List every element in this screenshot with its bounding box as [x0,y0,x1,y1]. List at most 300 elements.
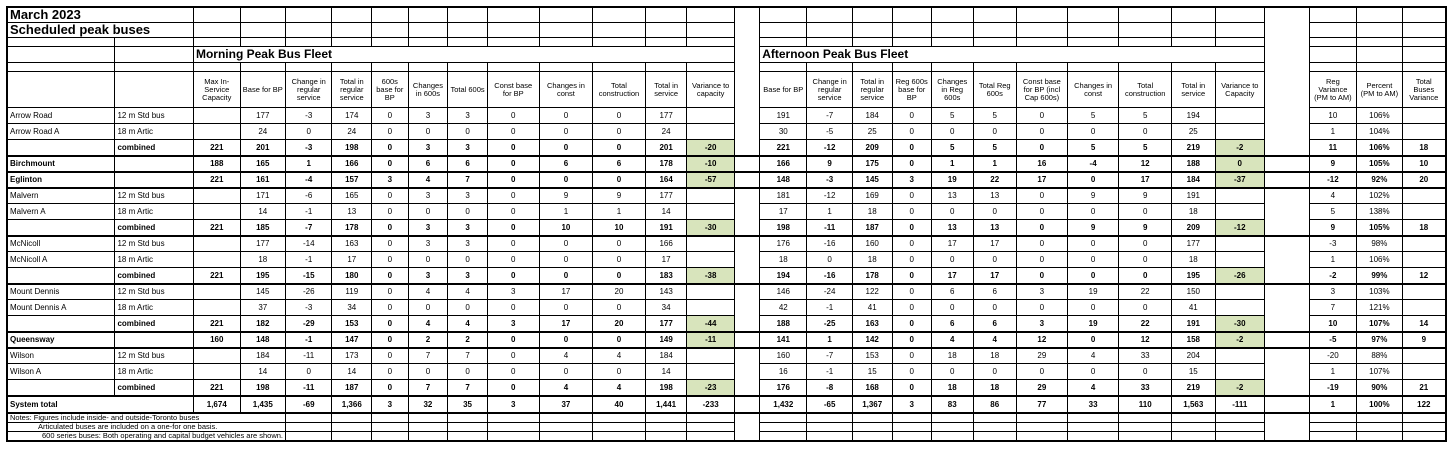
pm-value: 0 [1016,140,1067,156]
pm-value: 16 [1016,156,1067,172]
am-value: 4 [408,172,448,188]
am-value: 4 [593,348,646,364]
summary-value: 9 [1309,220,1357,236]
morning-peak-heading: Morning Peak Bus Fleet [193,47,734,63]
empty-cell [1215,38,1264,47]
pm-variance [1215,236,1264,252]
total-am-value: 1,441 [645,396,687,413]
pm-value: -25 [807,316,853,332]
summary-value: 90% [1357,380,1402,396]
am-value: 0 [487,172,539,188]
column-gap [734,108,759,124]
am-value: 10 [593,220,646,236]
pm-value: -1 [807,364,853,380]
header-summary-col: Reg Variance (PM to AM) [1309,72,1357,108]
am-value: 13 [332,204,372,220]
pm-value: 29 [1016,380,1067,396]
pm-variance [1215,252,1264,268]
max-capacity [193,204,240,220]
pm-value: 145 [852,172,892,188]
pm-value: 141 [760,332,807,348]
total-pm-value: 86 [973,396,1016,413]
am-value: 3 [448,108,487,124]
pm-value: 191 [1172,316,1215,332]
bus-type: 18 m Artic [115,364,194,380]
total-am-value: 3 [372,396,408,413]
am-value: 0 [487,204,539,220]
am-value: 3 [487,284,539,300]
note-empty [448,413,487,423]
empty-cell [1309,7,1357,23]
empty-cell [973,63,1016,72]
am-value: 7 [448,348,487,364]
note-empty [1067,431,1118,441]
summary-value: 10 [1402,156,1446,172]
am-value: 0 [539,268,592,284]
pm-value: 4 [1067,380,1118,396]
pm-value: 0 [973,124,1016,140]
pm-value: 6 [973,316,1016,332]
note-empty [760,431,807,441]
pm-value: 30 [760,124,807,140]
am-value: 0 [372,332,408,348]
note-empty [931,431,973,441]
am-variance [687,108,735,124]
pm-value: 13 [931,220,973,236]
empty-cell [240,63,285,72]
pm-value: 33 [1119,380,1172,396]
empty-cell [687,38,735,47]
header-pm-col: Reg 600s base for BP [892,72,931,108]
pm-value: 177 [1172,236,1215,252]
am-value: 0 [539,236,592,252]
am-variance [687,364,735,380]
note-empty [408,413,448,423]
am-value: 3 [448,236,487,252]
pm-value: 0 [1016,220,1067,236]
total-am-value: 35 [448,396,487,413]
am-value: 148 [240,332,285,348]
bus-type: combined [115,380,194,396]
summary-value [1402,364,1446,380]
empty-cell [807,63,853,72]
empty-cell [487,38,539,47]
summary-value: 106% [1357,140,1402,156]
am-value: 0 [539,252,592,268]
pm-value: 9 [1119,220,1172,236]
total-capacity: 1,674 [193,396,240,413]
pm-value: 5 [1067,140,1118,156]
note-empty [539,431,592,441]
empty-cell [1215,63,1264,72]
pm-variance: -30 [1215,316,1264,332]
garage-name: Queensway [7,332,115,348]
pm-value: 0 [1016,268,1067,284]
pm-value: 41 [852,300,892,316]
am-value: 0 [487,108,539,124]
empty-cell [1357,7,1402,23]
am-value: 7 [408,380,448,396]
pm-value: 22 [973,172,1016,188]
empty-cell [1119,7,1172,23]
am-value: 0 [448,204,487,220]
column-gap [1265,268,1310,284]
am-value: 0 [408,124,448,140]
total-am-value: -69 [286,396,332,413]
empty-cell [1172,23,1215,38]
garage-name: Mount Dennis A [7,300,115,316]
summary-value: 1 [1309,364,1357,380]
total-pm-value: 77 [1016,396,1067,413]
am-value: 0 [539,364,592,380]
empty-cell [931,23,973,38]
am-value: 0 [487,140,539,156]
pm-value: 19 [931,172,973,188]
am-value: -6 [286,188,332,204]
pm-value: 0 [1119,364,1172,380]
note-empty [1402,422,1446,431]
am-variance: -11 [687,332,735,348]
pm-variance [1215,204,1264,220]
am-value: 0 [372,188,408,204]
header-am-col: Const base for BP [487,72,539,108]
column-gap [1265,364,1310,380]
pm-value: 5 [931,140,973,156]
empty-cell [760,7,807,23]
am-value: 0 [593,332,646,348]
am-value: 0 [372,316,408,332]
am-value: 3 [487,316,539,332]
column-gap [1265,172,1310,188]
note-line: 600 series buses: Both operating and capital budget vehicles are shown. [7,431,286,441]
max-capacity [193,284,240,300]
pm-value: 6 [973,284,1016,300]
note-empty [892,422,931,431]
column-gap [1265,156,1310,172]
total-am-value: 40 [593,396,646,413]
bus-type [115,172,194,188]
am-variance [687,252,735,268]
pm-value: 5 [973,140,1016,156]
empty-cell [892,7,931,23]
header-am-col: 600s base for BP [372,72,408,108]
empty-cell [193,7,240,23]
summary-value: 102% [1357,188,1402,204]
pm-value: 12 [1016,332,1067,348]
note-empty [593,422,646,431]
note-empty [448,431,487,441]
pm-value: 18 [973,348,1016,364]
total-pm-value: 110 [1119,396,1172,413]
empty-cell [372,23,408,38]
note-empty [1067,422,1118,431]
note-empty [1172,422,1215,431]
empty-cell [7,38,115,47]
note-empty [332,431,372,441]
am-value: -1 [286,204,332,220]
summary-value: 10 [1309,108,1357,124]
pm-variance [1215,364,1264,380]
column-gap [734,268,759,284]
pm-value: -3 [807,172,853,188]
pm-value: 0 [1067,204,1118,220]
am-value: 0 [487,188,539,204]
am-value: 0 [487,300,539,316]
pm-value: 9 [1067,220,1118,236]
empty-cell [408,7,448,23]
empty-cell [487,7,539,23]
empty-cell [332,38,372,47]
pm-value: -7 [807,108,853,124]
pm-value: 18 [931,380,973,396]
am-value: 0 [408,204,448,220]
column-gap [734,172,759,188]
total-pm-value: 83 [931,396,973,413]
am-value: 3 [408,268,448,284]
summary-value: 88% [1357,348,1402,364]
am-value: 24 [645,124,687,140]
summary-value: 106% [1357,252,1402,268]
empty-cell [539,63,592,72]
empty-cell [487,63,539,72]
am-value: 0 [372,348,408,364]
header-am-col: Change in regular service [286,72,332,108]
am-variance: -57 [687,172,735,188]
note-empty [807,413,853,423]
pm-value: 9 [1119,188,1172,204]
empty-cell [1309,38,1357,47]
total-pm-value: 1,432 [760,396,807,413]
note-empty [1402,413,1446,423]
am-value: -3 [286,300,332,316]
note-empty [1215,422,1264,431]
empty-cell [645,38,687,47]
pm-value: 0 [892,316,931,332]
pm-value: 0 [973,364,1016,380]
pm-value: 4 [1067,348,1118,364]
note-empty [487,413,539,423]
pm-value: 169 [852,188,892,204]
note-empty [1309,413,1357,423]
am-value: -7 [286,220,332,236]
am-variance: -38 [687,268,735,284]
am-value: 17 [539,316,592,332]
summary-value: -19 [1309,380,1357,396]
note-line: Notes: Figures include inside- and outside-Toronto buses [7,413,286,423]
total-pm-value: -65 [807,396,853,413]
header-summary-col: Percent (PM to AM) [1357,72,1402,108]
empty-cell [286,63,332,72]
pm-value: 166 [760,156,807,172]
note-empty [1016,431,1067,441]
empty-cell [892,38,931,47]
garage-name: Malvern [7,188,115,204]
note-empty [852,422,892,431]
am-value: 0 [593,300,646,316]
empty-cell [1172,7,1215,23]
pm-value: -16 [807,236,853,252]
empty-cell [973,7,1016,23]
header-am-col: Changes in const [539,72,592,108]
summary-value: 121% [1357,300,1402,316]
pm-value: 17 [973,268,1016,284]
empty-cell [1357,47,1402,63]
note-empty [807,431,853,441]
total-am-value: 1,435 [240,396,285,413]
am-value: 1 [286,156,332,172]
pm-value: 219 [1172,380,1215,396]
pm-value: 198 [760,220,807,236]
empty-cell [931,38,973,47]
pm-value: 0 [1067,252,1118,268]
summary-value: 9 [1402,332,1446,348]
note-empty [593,413,646,423]
pm-value: 42 [760,300,807,316]
am-variance [687,124,735,140]
am-value: 24 [332,124,372,140]
garage-name: Wilson A [7,364,115,380]
pm-value: 0 [1016,124,1067,140]
pm-value: 25 [1172,124,1215,140]
am-value: 0 [372,140,408,156]
garage-name: Birchmount [7,156,115,172]
bus-type: 12 m Std bus [115,108,194,124]
pm-value: 0 [1016,236,1067,252]
summary-value: -20 [1309,348,1357,364]
summary-value: 12 [1402,268,1446,284]
am-value: 0 [487,268,539,284]
note-empty [1172,413,1215,423]
column-gap [734,220,759,236]
am-value: 6 [448,156,487,172]
pm-value: 17 [973,236,1016,252]
empty-cell [1402,47,1446,63]
empty-cell [539,23,592,38]
am-value: -11 [286,348,332,364]
am-value: 3 [408,140,448,156]
bus-type: 18 m Artic [115,124,194,140]
summary-value: -12 [1309,172,1357,188]
empty-cell [760,23,807,38]
bus-type: combined [115,140,194,156]
summary-value: -2 [1309,268,1357,284]
summary-value: 99% [1357,268,1402,284]
pm-value: 158 [1172,332,1215,348]
summary-value: 92% [1357,172,1402,188]
pm-value: 17 [760,204,807,220]
column-gap [734,252,759,268]
column-gap [734,284,759,300]
max-capacity: 160 [193,332,240,348]
pm-value: 148 [760,172,807,188]
am-value: 14 [645,364,687,380]
pm-variance: -2 [1215,140,1264,156]
empty-cell [593,63,646,72]
pm-value: 0 [1067,364,1118,380]
am-variance [687,284,735,300]
am-value: 0 [286,364,332,380]
pm-value: 0 [892,124,931,140]
note-empty [286,422,332,431]
column-gap [734,47,759,63]
summary-value: -3 [1309,236,1357,252]
pm-value: 191 [1172,188,1215,204]
empty-cell [448,63,487,72]
empty-cell [852,63,892,72]
am-value: 187 [332,380,372,396]
empty-cell [645,7,687,23]
column-gap [1265,140,1310,156]
am-value: 24 [240,124,285,140]
pm-variance: -37 [1215,172,1264,188]
total-pm-value: 33 [1067,396,1118,413]
am-value: 0 [372,300,408,316]
am-value: 184 [645,348,687,364]
am-value: 4 [539,348,592,364]
note-empty [760,422,807,431]
bus-type [115,156,194,172]
note-empty [1309,431,1357,441]
am-value: 18 [240,252,285,268]
am-value: 0 [372,220,408,236]
am-value: 178 [645,156,687,172]
column-gap [1265,348,1310,364]
column-gap [734,204,759,220]
garage-name: Arrow Road [7,108,115,124]
empty-cell [1119,63,1172,72]
am-value: 153 [332,316,372,332]
total-pm-value: 1,367 [852,396,892,413]
am-value: 177 [240,236,285,252]
note-empty [1402,431,1446,441]
am-value: 3 [448,140,487,156]
garage-name: Eglinton [7,172,115,188]
empty-cell [286,7,332,23]
header-summary-col: Total Buses Variance [1402,72,1446,108]
am-variance [687,348,735,364]
pm-value: 12 [1119,332,1172,348]
empty-cell [892,23,931,38]
summary-value: 20 [1402,172,1446,188]
empty-cell [193,38,240,47]
summary-value: -5 [1309,332,1357,348]
empty-cell [408,23,448,38]
empty-cell [193,23,240,38]
am-value: 163 [332,236,372,252]
am-value: 0 [372,204,408,220]
garage-name [7,380,115,396]
pm-value: 0 [1067,300,1118,316]
column-gap [734,348,759,364]
am-value: 0 [487,156,539,172]
am-value: 3 [408,188,448,204]
note-empty [892,431,931,441]
empty-cell [1402,38,1446,47]
am-value: 0 [539,300,592,316]
pm-value: 184 [1172,172,1215,188]
pm-value: 0 [892,284,931,300]
am-value: 3 [408,220,448,236]
header-pm-col: Changes in const [1067,72,1118,108]
empty-cell [1215,23,1264,38]
am-value: 0 [372,124,408,140]
am-value: 177 [645,316,687,332]
pm-value: 153 [852,348,892,364]
empty-cell [1265,63,1310,72]
am-value: 0 [593,252,646,268]
summary-value: 106% [1357,108,1402,124]
total-am-value: 37 [539,396,592,413]
